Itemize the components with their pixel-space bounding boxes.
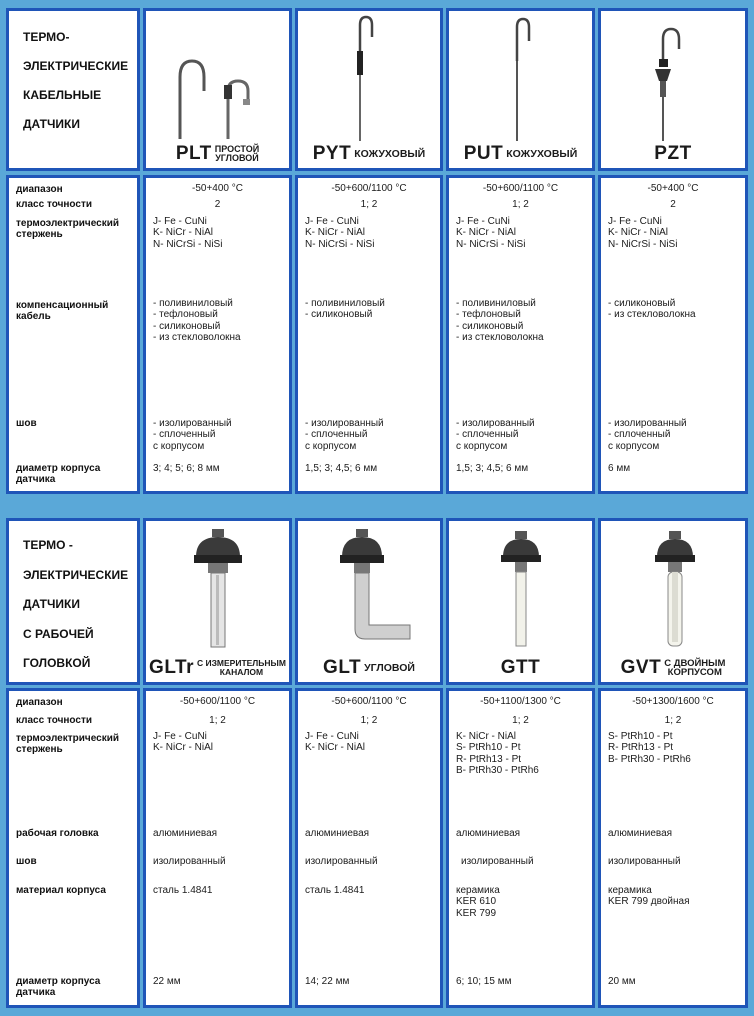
value-seam: - изолированный - сплоченный с корпусом [608,418,687,452]
value-accuracy: 1; 2 [360,199,378,210]
model-label-gvt: GVT С ДВОЙНЫМ КОРПУСОМ [620,657,726,678]
value-cable: - поливиниловый - тефлоновый - силиконовый - из стекловолокна [456,298,544,343]
value-range: -50+400 °C [647,183,699,194]
value-accuracy: 1; 2 [209,715,226,726]
value-cable: - поливиниловый - силиконовый [305,298,385,321]
label-seam: шов [16,418,37,429]
model-cell-gltr [143,518,292,685]
value-seam: - изолированный - сплоченный с корпусом [305,418,384,452]
bottom-col-gtt [446,688,595,1008]
value-range: -50+600/1100 °C [179,696,256,707]
bottom-title-cell [6,518,140,685]
value-range: -50+600/1100 °C [331,183,407,194]
model-label-gltr: GLTr С ИЗМЕРИТЕЛЬНЫМ КАНАЛОМ [149,657,286,678]
value-head: алюминиевая [153,828,218,839]
value-diameter: 6; 10; 15 мм [456,976,512,987]
value-range: -50+600/1100 °C [482,183,559,194]
bottom-col-gvt [598,688,748,1008]
value-diameter: 22 мм [153,976,181,987]
value-cable: - поливиниловый - тефлоновый - силиконовый - из стекловолокна [153,298,241,343]
model-label-pzt: PZT [654,143,692,164]
head-probe-angled-icon [298,521,440,661]
value-seam: - изолированный - сплоченный с корпусом [456,418,535,452]
value-rod: J- Fe - CuNi K- NiCr - NiAl [153,731,213,754]
value-seam: изолированный [305,856,378,867]
value-material: сталь 1.4841 [305,885,365,896]
value-seam: изолированный [461,856,534,867]
value-accuracy: 2 [670,199,676,210]
value-accuracy: 2 [214,199,221,210]
value-rod: J- Fe - CuNi K- NiCr - NiAl N- NiCrSi - NiSi [305,216,375,250]
model-label-put: PUT КОЖУХОВЫЙ [463,143,578,164]
model-label-gtt: GTT [500,657,541,678]
label-range: диапазон [16,184,63,195]
model-label-pyt: PYT КОЖУХОВЫЙ [312,143,426,164]
model-cell-gtt [446,518,595,685]
value-diameter: 1,5; 3; 4,5; 6 мм [305,463,378,474]
top-section-title: ТЕРМО- ЭЛЕКТРИЧЕСКИЕ КАБЕЛЬНЫЕ ДАТЧИКИ [23,30,129,131]
label-material: материал корпуса [16,885,106,896]
label-accuracy: класс точности [16,199,92,210]
value-range: -50+1300/1600 °C [632,696,714,707]
label-rod: термоэлектрический стержень [16,733,119,755]
label-rod: термоэлектрический стержень [16,218,119,240]
label-range: диапазон [16,697,63,708]
value-accuracy: 1; 2 [512,715,529,726]
value-diameter: 14; 22 мм [305,976,350,987]
label-seam: шов [16,856,37,867]
value-seam: изолированный [608,856,681,867]
value-rod: J- Fe - CuNi K- NiCr - NiAl N- NiCrSi - NiSi [456,216,526,250]
value-head: алюминиевая [456,828,521,839]
model-label-plt: PLT ПРОСТОЙ УГЛОВОЙ [175,143,260,164]
value-head: алюминиевая [305,828,370,839]
value-material: керамика KER 610 KER 799 [456,885,500,919]
value-accuracy: 1; 2 [664,715,682,726]
head-probe-ceramic-icon [449,521,592,661]
value-range: -50+400 °C [192,183,243,194]
value-rod: S- PtRh10 - Pt R- PtRh13 - Pt B- PtRh30 - PtRh6 [608,731,691,765]
value-diameter: 6 мм [608,463,631,474]
model-cell-glt [295,518,443,685]
value-range: -50+1100/1300 °C [480,696,561,707]
value-diameter: 20 мм [608,976,636,987]
bottom-col-gltr [143,688,292,1008]
label-accuracy: класс точности [16,715,92,726]
value-diameter: 1,5; 3; 4,5; 6 мм [456,463,529,474]
bottom-col-glt [295,688,443,1008]
value-head: алюминиевая [608,828,673,839]
label-head: рабочая головка [16,828,99,839]
value-accuracy: 1; 2 [360,715,378,726]
bottom-labels-cell [6,688,140,1008]
bottom-section-title: ТЕРМО - ЭЛЕКТРИЧЕСКИЕ ДАТЧИКИ С РАБОЧЕЙ ГОЛОВКОЙ [23,538,129,670]
label-diameter: диаметр корпуса датчика [16,463,101,485]
label-diameter: диаметр корпуса датчика [16,976,101,998]
model-label-glt: GLT УГЛОВОЙ [323,657,415,678]
value-seam: изолированный [153,856,226,867]
value-range: -50+600/1100 °C [331,696,407,707]
value-accuracy: 1; 2 [512,199,529,210]
value-diameter: 3; 4; 5; 6; 8 мм [153,463,220,474]
value-rod: K- NiCr - NiAl S- PtRh10 - Pt R- PtRh13 - Pt B- PtRh30 - PtRh6 [456,731,539,776]
value-seam: - изолированный - сплоченный с корпусом [153,418,232,452]
value-material: сталь 1.4841 [153,885,213,896]
head-probe-straight-icon [146,521,289,661]
label-cable: компенсационный кабель [16,300,109,322]
value-rod: J- Fe - CuNi K- NiCr - NiAl N- NiCrSi - NiSi [153,216,223,250]
value-material: керамика KER 799 двойная [608,885,690,908]
value-rod: J- Fe - CuNi K- NiCr - NiAl [305,731,365,754]
model-cell-gvt [598,518,748,685]
value-rod: J- Fe - CuNi K- NiCr - NiAl N- NiCrSi - NiSi [608,216,678,250]
value-cable: - силиконовый - из стекловолокна [608,298,696,321]
head-probe-double-icon [601,521,745,661]
